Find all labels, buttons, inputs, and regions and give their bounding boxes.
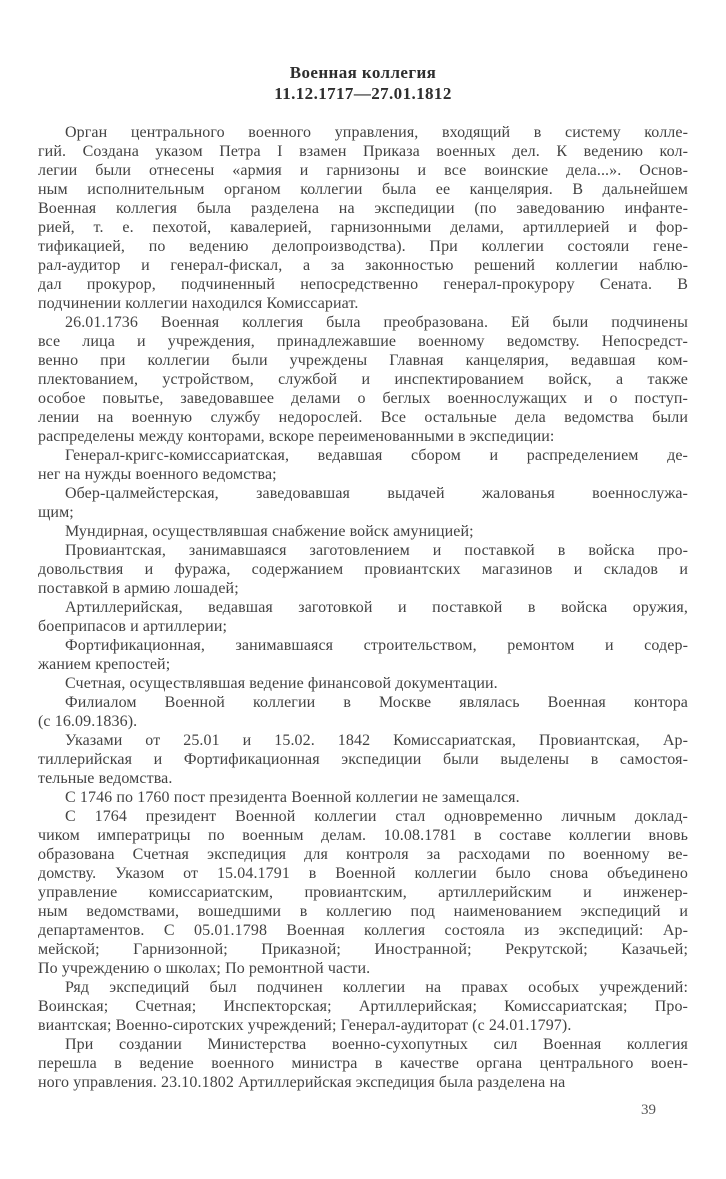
text-line: управление комиссариатским, провиантским, артиллерийским и инженер- [38, 884, 688, 901]
text-line: Обер-цалмейстерская, заведовавшая выдачей жалованья военнослужа- [65, 485, 688, 502]
text-line: рал-аудитор и генерал-фискал, а за законностью решений коллегии наблю- [38, 257, 688, 274]
text-line: лении на военную службу недорослей. Все остальные дела ведомства были [38, 409, 688, 426]
text-line: тификацией, по ведению делопроизводства). При коллегии состояли гене- [38, 238, 688, 255]
text-line: подчинении коллегии находился Комиссариат. [38, 295, 359, 312]
paragraph [38, 313, 688, 446]
text-line: При создании Министерства военно-сухопутных сил Военная коллегия [65, 1036, 688, 1053]
text-line: гий. Создана указом Петра I взамен Приказа военных дел. К ведению кол- [38, 143, 688, 160]
paragraph [38, 674, 688, 693]
text-line: щим; [38, 504, 74, 521]
text-line: Филиалом Военной коллегии в Москве являлась Военная контора [65, 694, 688, 711]
text-line: довольствия и фуража, содержанием провиантских магазинов и складов и [38, 561, 688, 578]
text-line: тельные ведомства. [38, 770, 173, 787]
text-line: Счетная, осуществлявшая ведение финансовой документации. [65, 675, 498, 692]
paragraph [38, 807, 688, 978]
text-line: распределены между конторами, вскоре переименованными в экспедиции: [38, 428, 555, 445]
paragraph [38, 446, 688, 484]
text-line: Орган центрального военного управления, входящий в систему колле- [65, 124, 688, 141]
text-line: плектованием, устройством, службой и инспектированием войск, а также [38, 371, 688, 388]
text-line: департаментов. С 05.01.1798 Военная коллегия состояла из экспедиций: Ар- [38, 922, 688, 939]
text-line: ного управления. 23.10.1802 Артиллерийская экспедиция была разделена на [38, 1074, 566, 1091]
text-line: Артиллерийская, ведавшая заготовкой и поставкой в войска оружия, [65, 599, 688, 616]
paragraph [38, 484, 688, 522]
text-line: домству. Указом от 15.04.1791 в Военной коллегии было снова объединено [38, 865, 688, 882]
text-line: венно при коллегии были учреждены Главная канцелярия, ведавшая ком- [38, 352, 688, 369]
text-line: Мундирная, осуществлявшая снабжение войск амуницией; [65, 523, 474, 540]
paragraph [38, 788, 688, 807]
text-line: ным исполнительным органом коллегии была ее канцелярия. В дальнейшем [38, 181, 688, 198]
text-line: С 1746 по 1760 пост президента Военной коллегии не замещался. [65, 789, 520, 806]
page-number: 39 [641, 1102, 656, 1118]
paragraph [38, 522, 688, 541]
article-header [38, 62, 688, 104]
text-line: (с 16.09.1836). [38, 713, 138, 730]
text-line: перешла в ведение военного министра в качестве органа центрального воен- [38, 1055, 688, 1072]
text-line: Генерал-кригс-комиссариатская, ведавшая сбором и распределением де- [65, 447, 688, 464]
text-line: мейской; Гарнизонной; Приказной; Иностранной; Рекрутской; Казачьей; [38, 941, 688, 958]
paragraph [38, 1035, 688, 1092]
text-line: боеприпасов и артиллерии; [38, 618, 228, 635]
paragraph [38, 123, 688, 313]
article-title: Военная коллегия [289, 63, 437, 82]
text-line: По учреждению о школах; По ремонтной части. [38, 960, 371, 977]
text-line: образована Счетная экспедиция для контроля за расходами по военному ве- [38, 846, 688, 863]
text-line: жанием крепостей; [38, 656, 171, 673]
paragraph [38, 978, 688, 1035]
text-line: дал прокурор, подчиненный непосредственно генерал-прокурору Сената. В [38, 276, 688, 293]
document-body [38, 123, 688, 1092]
text-line: Воинская; Счетная; Инспекторская; Артиллерийская; Комиссариатская; Про- [38, 998, 688, 1015]
text-block [38, 62, 688, 1092]
text-line: чиком императрицы по военным делам. 10.08.1781 в составе коллегии вновь [38, 827, 688, 844]
text-line: Военная коллегия была разделена на экспедиции (по заведованию инфанте- [38, 200, 688, 217]
paragraph [38, 693, 688, 731]
text-line: Указами от 25.01 и 15.02. 1842 Комиссариатская, Провиантская, Ар- [65, 732, 688, 749]
paragraph [38, 731, 688, 788]
text-line: С 1764 президент Военной коллегии стал одновременно личным доклад- [65, 808, 688, 825]
article-dates: 11.12.1717—27.01.1812 [274, 84, 452, 103]
text-line: рией, т. е. пехотой, кавалерией, гарнизонными делами, артиллерией и фор- [38, 219, 688, 236]
text-line: тиллерийская и Фортификационная экспедиции были выделены в самостоя- [38, 751, 688, 768]
text-line: поставкой в армию лошадей; [38, 580, 239, 597]
text-line: особое повытье, заведовавшее делами о беглых военнослужащих и о поступ- [38, 390, 688, 407]
paragraph [38, 598, 688, 636]
text-line: все лица и учреждения, принадлежавшие военному ведомству. Непосредст- [38, 333, 688, 350]
paragraph [38, 541, 688, 598]
text-line: виантская; Военно-сиротских учреждений; Генерал-аудиторат (с 24.01.1797). [38, 1017, 572, 1034]
text-line: Фортификационная, занимавшаяся строительством, ремонтом и содер- [65, 637, 688, 654]
text-line: Провиантская, занимавшаяся заготовлением и поставкой в войска про- [65, 542, 688, 559]
text-line: Ряд экспедиций был подчинен коллегии на правах особых учреждений: [65, 979, 688, 996]
paragraph [38, 636, 688, 674]
text-line: 26.01.1736 Военная коллегия была преобразована. Ей были подчинены [65, 314, 688, 331]
text-line: нег на нужды военного ведомства; [38, 466, 277, 483]
text-line: ным ведомствами, вошедшими в коллегию под наименованием экспедиций и [38, 903, 688, 920]
text-line: легии были отнесены «армия и гарнизоны и все воинские дела...». Основ- [38, 162, 688, 179]
